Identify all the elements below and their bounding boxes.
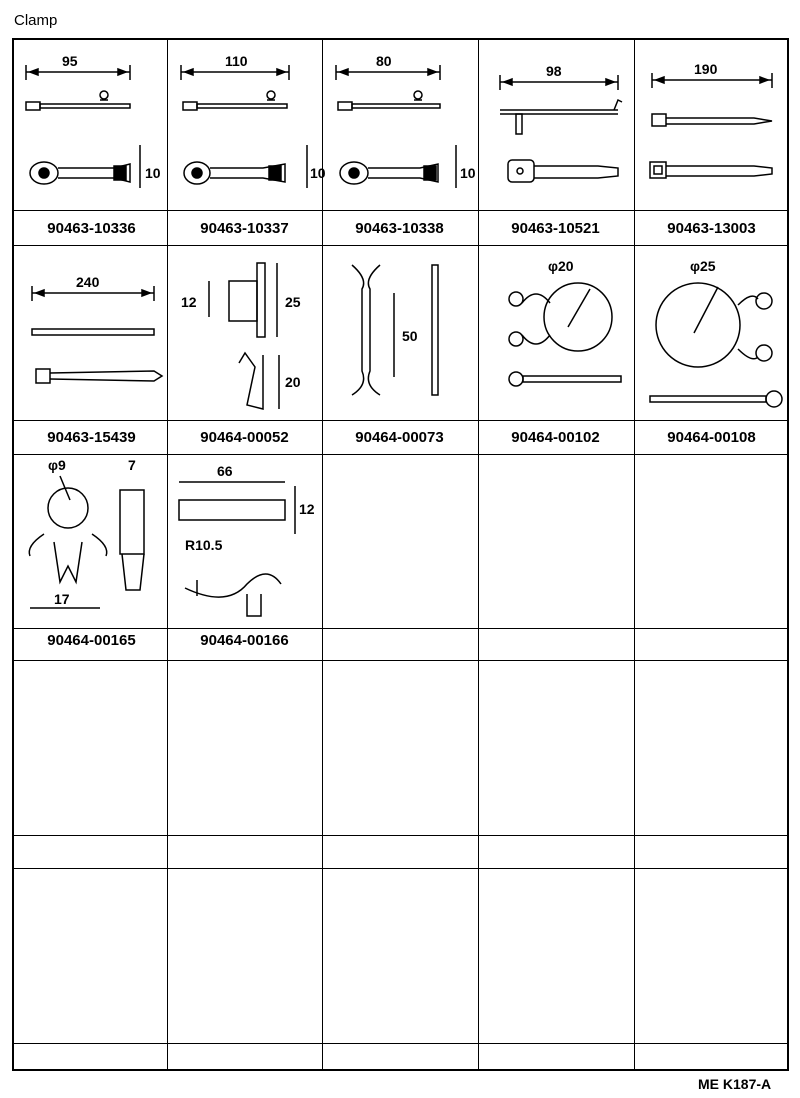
clip-drawing bbox=[322, 245, 478, 420]
part-number: 90464-00073 bbox=[355, 429, 444, 446]
dimension-label: 20 bbox=[285, 374, 301, 390]
cable-tie-drawing bbox=[634, 40, 791, 210]
dimension-label: φ25 bbox=[690, 258, 716, 274]
dimension-label: 190 bbox=[694, 61, 718, 77]
clip-drawing bbox=[167, 245, 322, 420]
clip-drawing bbox=[634, 245, 791, 420]
dimension-label: 80 bbox=[376, 53, 392, 69]
part-number: 90464-00102 bbox=[511, 429, 600, 446]
part-cell bbox=[322, 245, 478, 446]
document-code: ME K187-A bbox=[698, 1076, 772, 1092]
part-cell bbox=[322, 40, 478, 237]
dimension-label: 12 bbox=[299, 501, 315, 517]
dimension-label: 110 bbox=[225, 53, 248, 69]
dimension-label: 25 bbox=[285, 294, 301, 310]
part-number: 90463-10338 bbox=[355, 220, 444, 237]
dimension-label: R10.5 bbox=[185, 537, 223, 553]
clip-drawing bbox=[478, 245, 634, 420]
dimension-label: 98 bbox=[546, 63, 562, 79]
part-number: 90463-10521 bbox=[511, 220, 600, 237]
dimension-label: φ20 bbox=[548, 258, 574, 274]
cable-tie-drawing bbox=[322, 40, 478, 210]
part-number: 90464-00165 bbox=[47, 632, 136, 649]
clip-drawing bbox=[14, 454, 167, 628]
cable-tie-drawing bbox=[167, 40, 326, 210]
dimension-label: 10 bbox=[145, 165, 161, 181]
part-cell bbox=[167, 245, 322, 446]
part-number: 90464-00108 bbox=[667, 429, 756, 446]
part-cell bbox=[14, 245, 167, 446]
dimension-label: 10 bbox=[310, 165, 326, 181]
dimension-label: 95 bbox=[62, 53, 78, 69]
clip-drawing bbox=[167, 454, 322, 628]
dimension-label: 10 bbox=[460, 165, 476, 181]
page-title: Clamp bbox=[14, 12, 58, 29]
part-cell bbox=[167, 454, 322, 649]
part-number: 90464-00166 bbox=[200, 632, 289, 649]
part-cell bbox=[167, 40, 326, 237]
part-cell bbox=[478, 245, 634, 446]
part-number: 90463-13003 bbox=[667, 220, 756, 237]
dimension-label: 7 bbox=[128, 457, 136, 473]
dimension-label: 17 bbox=[54, 591, 70, 607]
part-number: 90464-00052 bbox=[200, 429, 289, 446]
cable-tie-drawing bbox=[478, 40, 634, 210]
part-cell bbox=[14, 40, 167, 237]
cable-tie-drawing bbox=[14, 40, 167, 210]
part-number: 90463-10336 bbox=[47, 220, 136, 237]
parts-table bbox=[12, 38, 789, 1071]
dimension-label: 66 bbox=[217, 463, 233, 479]
cable-tie-drawing bbox=[14, 245, 167, 420]
part-cell bbox=[634, 245, 791, 446]
dimension-label: φ9 bbox=[48, 457, 66, 473]
part-cell bbox=[14, 454, 167, 649]
dimension-label: 12 bbox=[181, 294, 197, 310]
dimension-label: 240 bbox=[76, 274, 100, 290]
part-number: 90463-10337 bbox=[200, 220, 289, 237]
part-cell bbox=[634, 40, 791, 237]
dimension-label: 50 bbox=[402, 328, 418, 344]
part-number: 90463-15439 bbox=[47, 429, 136, 446]
part-cell bbox=[478, 40, 634, 237]
